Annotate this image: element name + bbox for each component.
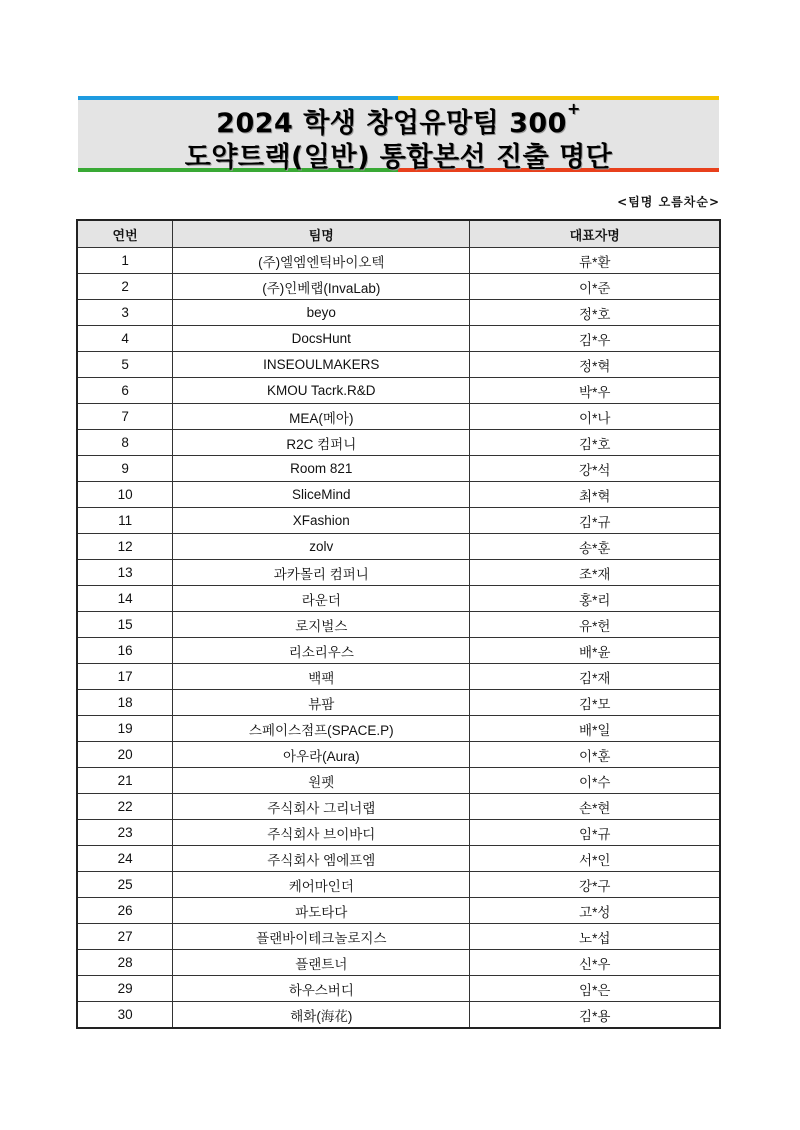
column-header-number: 연번 [77, 220, 173, 248]
column-header-representative: 대표자명 [470, 220, 720, 248]
table-row [77, 794, 720, 820]
representative-cell: 고*성 [470, 898, 720, 924]
representative-cell: 조*재 [470, 560, 720, 586]
table-row [77, 872, 720, 898]
team-name-cell: INSEOULMAKERS [173, 352, 470, 378]
row-number-cell: 16 [77, 638, 173, 664]
table-row [77, 560, 720, 586]
accent-bar-blue [78, 96, 398, 100]
table-header-row [77, 220, 720, 248]
team-name-cell: (주)엘엠엔틱바이오텍 [173, 248, 470, 274]
team-name-cell: 아우라(Aura) [173, 742, 470, 768]
row-number-cell: 4 [77, 326, 173, 352]
row-number-cell: 15 [77, 612, 173, 638]
row-number-cell: 7 [77, 404, 173, 430]
row-number-cell: 14 [77, 586, 173, 612]
row-number-cell: 27 [77, 924, 173, 950]
row-number-cell: 12 [77, 534, 173, 560]
representative-cell: 임*은 [470, 976, 720, 1002]
team-name-cell: 원펫 [173, 768, 470, 794]
table-row [77, 950, 720, 976]
row-number-cell: 20 [77, 742, 173, 768]
team-name-cell: Room 821 [173, 456, 470, 482]
representative-cell: 김*모 [470, 690, 720, 716]
team-name-cell: 스페이스점프(SPACE.P) [173, 716, 470, 742]
representative-cell: 정*혁 [470, 352, 720, 378]
table-row [77, 248, 720, 274]
team-name-cell: 백팩 [173, 664, 470, 690]
representative-cell: 손*현 [470, 794, 720, 820]
representative-cell: 송*훈 [470, 534, 720, 560]
representative-cell: 김*규 [470, 508, 720, 534]
row-number-cell: 11 [77, 508, 173, 534]
table-row [77, 1002, 720, 1029]
table-row [77, 508, 720, 534]
representative-cell: 노*섭 [470, 924, 720, 950]
team-name-cell: 케어마인더 [173, 872, 470, 898]
row-number-cell: 26 [77, 898, 173, 924]
table-row [77, 898, 720, 924]
row-number-cell: 22 [77, 794, 173, 820]
representative-cell: 정*호 [470, 300, 720, 326]
table-row [77, 716, 720, 742]
table-row [77, 534, 720, 560]
column-header-team: 팀명 [173, 220, 470, 248]
team-name-cell: 파도타다 [173, 898, 470, 924]
representative-cell: 김*호 [470, 430, 720, 456]
table-row [77, 924, 720, 950]
row-number-cell: 17 [77, 664, 173, 690]
row-number-cell: 13 [77, 560, 173, 586]
table-row [77, 430, 720, 456]
team-name-cell: DocsHunt [173, 326, 470, 352]
row-number-cell: 10 [77, 482, 173, 508]
row-number-cell: 30 [77, 1002, 173, 1029]
team-name-cell: 리소리우스 [173, 638, 470, 664]
team-name-cell: 주식회사 그리너랩 [173, 794, 470, 820]
representative-cell: 김*우 [470, 326, 720, 352]
table-row [77, 456, 720, 482]
team-name-cell: 주식회사 브이바디 [173, 820, 470, 846]
team-name-cell: 주식회사 엠에프엠 [173, 846, 470, 872]
representative-cell: 이*수 [470, 768, 720, 794]
table-row [77, 378, 720, 404]
representative-cell: 임*규 [470, 820, 720, 846]
representative-cell: 유*헌 [470, 612, 720, 638]
representative-cell: 최*혁 [470, 482, 720, 508]
row-number-cell: 21 [77, 768, 173, 794]
team-name-cell: (주)인베랩(InvaLab) [173, 274, 470, 300]
team-name-cell: 라운더 [173, 586, 470, 612]
team-name-cell: 플랜트너 [173, 950, 470, 976]
page-title-main: 2024 학생 창업유망팀 300 [216, 108, 567, 139]
team-name-cell: 뷰팜 [173, 690, 470, 716]
page-title-line2: 도약트랙(일반) 통합본선 진출 명단 [184, 142, 613, 173]
team-name-cell: 해화(海花) [173, 1002, 470, 1029]
representative-cell: 이*준 [470, 274, 720, 300]
row-number-cell: 2 [77, 274, 173, 300]
team-name-cell: zolv [173, 534, 470, 560]
representative-cell: 배*윤 [470, 638, 720, 664]
table-row [77, 690, 720, 716]
page-title-superscript: + [566, 99, 581, 118]
team-name-cell: SliceMind [173, 482, 470, 508]
representative-cell: 서*인 [470, 846, 720, 872]
representative-cell: 이*훈 [470, 742, 720, 768]
table-row [77, 300, 720, 326]
representative-cell: 신*우 [470, 950, 720, 976]
row-number-cell: 3 [77, 300, 173, 326]
table-row [77, 846, 720, 872]
table-row [77, 820, 720, 846]
sort-order-note: <팀명 오름차순> [617, 195, 720, 209]
row-number-cell: 8 [77, 430, 173, 456]
table-row [77, 482, 720, 508]
representative-cell: 홍*리 [470, 586, 720, 612]
finalist-table [76, 219, 721, 1029]
table-row [77, 352, 720, 378]
team-name-cell: beyo [173, 300, 470, 326]
table-row [77, 976, 720, 1002]
table-row [77, 742, 720, 768]
row-number-cell: 23 [77, 820, 173, 846]
representative-cell: 배*일 [470, 716, 720, 742]
representative-cell: 강*구 [470, 872, 720, 898]
team-name-cell: XFashion [173, 508, 470, 534]
row-number-cell: 5 [77, 352, 173, 378]
table-row [77, 586, 720, 612]
representative-cell: 류*환 [470, 248, 720, 274]
accent-bar-yellow [398, 96, 719, 100]
team-name-cell: R2C 컴퍼니 [173, 430, 470, 456]
table-row [77, 612, 720, 638]
row-number-cell: 6 [77, 378, 173, 404]
team-name-cell: 로지벌스 [173, 612, 470, 638]
team-name-cell: 하우스버디 [173, 976, 470, 1002]
row-number-cell: 19 [77, 716, 173, 742]
table-row [77, 274, 720, 300]
table-row [77, 404, 720, 430]
representative-cell: 김*용 [470, 1002, 720, 1029]
table-row [77, 638, 720, 664]
team-name-cell: MEA(메아) [173, 404, 470, 430]
representative-cell: 강*석 [470, 456, 720, 482]
table-row [77, 768, 720, 794]
team-name-cell: 플랜바이테크놀로지스 [173, 924, 470, 950]
representative-cell: 박*우 [470, 378, 720, 404]
row-number-cell: 29 [77, 976, 173, 1002]
row-number-cell: 9 [77, 456, 173, 482]
team-name-cell: KMOU Tacrk.R&D [173, 378, 470, 404]
team-name-cell: 과카몰리 컴퍼니 [173, 560, 470, 586]
table-row [77, 664, 720, 690]
row-number-cell: 18 [77, 690, 173, 716]
row-number-cell: 25 [77, 872, 173, 898]
table-row [77, 326, 720, 352]
representative-cell: 이*나 [470, 404, 720, 430]
row-number-cell: 24 [77, 846, 173, 872]
row-number-cell: 28 [77, 950, 173, 976]
row-number-cell: 1 [77, 248, 173, 274]
representative-cell: 김*재 [470, 664, 720, 690]
